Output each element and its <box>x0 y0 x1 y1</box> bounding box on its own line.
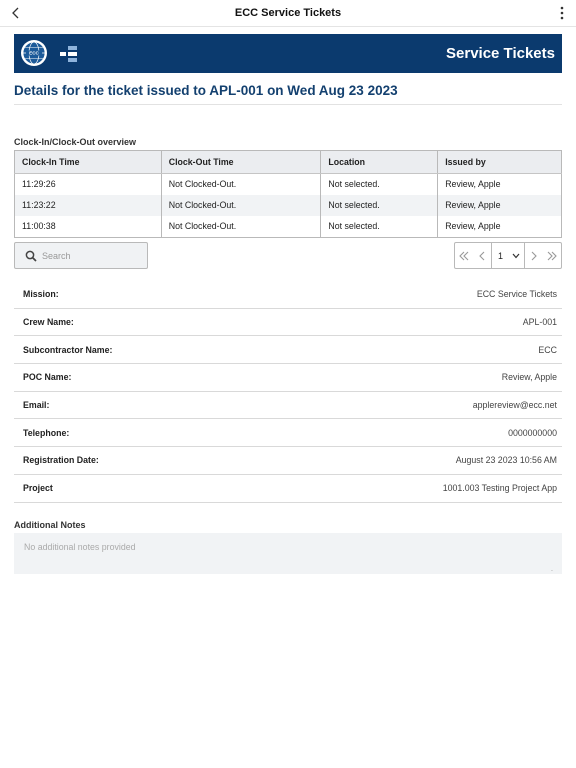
cell-clock-in: 11:00:38 <box>15 216 162 237</box>
first-page-button[interactable] <box>455 243 473 268</box>
cell-location: Not selected. <box>321 174 438 195</box>
pagination <box>454 242 562 269</box>
more-vertical-icon <box>560 6 564 20</box>
detail-value: August 23 2023 10:56 AM <box>455 455 557 466</box>
globe-logo-icon <box>20 39 48 67</box>
cell-location: Not selected. <box>321 216 438 237</box>
grid-layout-icon[interactable] <box>60 45 78 63</box>
cell-clock-out: Not Clocked-Out. <box>161 195 321 216</box>
last-page-button[interactable] <box>543 243 561 268</box>
chevrons-right-icon <box>546 251 558 261</box>
table-row[interactable] <box>15 174 562 195</box>
svg-text:ECC: ECC <box>29 50 39 56</box>
detail-label: Registration Date: <box>23 455 99 466</box>
detail-row-subcontractor <box>14 336 562 364</box>
chevron-left-icon <box>478 251 486 261</box>
banner-title: Service Tickets <box>446 45 555 62</box>
detail-value: Review, Apple <box>501 372 557 383</box>
cell-clock-out: Not Clocked-Out. <box>161 216 321 237</box>
resize-handle-icon[interactable]: . <box>551 566 553 573</box>
cell-issued-by: Review, Apple <box>445 179 501 190</box>
cell-clock-out: Not Clocked-Out. <box>161 174 321 195</box>
detail-label: Project <box>23 483 53 494</box>
cell-clock-in: 11:29:26 <box>15 174 162 195</box>
cell-clock-in: 11:23:22 <box>15 195 162 216</box>
clock-section-label: Clock-In/Clock-Out overview <box>14 137 137 147</box>
table-header-row <box>15 151 562 174</box>
next-page-button[interactable] <box>525 243 543 268</box>
detail-label: POC Name: <box>23 372 72 383</box>
detail-label: Telephone: <box>23 427 70 438</box>
chevron-down-icon <box>512 253 520 259</box>
detail-row-email <box>14 392 562 420</box>
more-menu-button[interactable] <box>556 4 568 22</box>
ticket-details-list <box>14 281 562 503</box>
column-header-clock-in[interactable]: Clock-In Time <box>15 151 162 174</box>
detail-value: ECC <box>538 344 557 355</box>
column-header-clock-out[interactable]: Clock-Out Time <box>161 151 321 174</box>
detail-value: 1001.003 Testing Project App <box>442 483 557 494</box>
current-page-value: 1 <box>498 250 504 261</box>
chevrons-left-icon <box>458 251 470 261</box>
header-banner <box>14 34 562 73</box>
detail-row-mission <box>14 281 562 309</box>
detail-label: Email: <box>23 400 50 411</box>
search-input[interactable] <box>42 246 142 265</box>
detail-label: Crew Name: <box>23 317 74 328</box>
notes-placeholder: No additional notes provided <box>24 542 136 552</box>
table-row[interactable] <box>15 195 562 216</box>
detail-value: ECC Service Tickets <box>476 289 557 300</box>
nav-title: ECC Service Tickets <box>234 7 342 19</box>
detail-value: APL-001 <box>522 317 557 328</box>
table-row[interactable] <box>15 216 562 237</box>
detail-row-project <box>14 475 562 503</box>
detail-value: applereview@ecc.net <box>472 400 557 411</box>
page-title: Details for the ticket issued to APL-001 on Wed Aug 23 2023 <box>14 83 562 105</box>
detail-row-poc-name <box>14 364 562 392</box>
column-header-issued-by[interactable]: Issued by <box>438 151 562 174</box>
search-box[interactable] <box>14 242 148 269</box>
page-select[interactable] <box>491 243 525 268</box>
detail-row-telephone <box>14 419 562 447</box>
chevron-right-icon <box>530 251 538 261</box>
detail-row-crew-name <box>14 309 562 337</box>
nav-bar <box>0 0 576 27</box>
notes-textarea[interactable] <box>14 533 562 574</box>
clock-table <box>14 150 562 238</box>
previous-page-button[interactable] <box>473 243 491 268</box>
detail-row-registration-date <box>14 447 562 475</box>
cell-issued-by: Review, Apple <box>445 221 501 232</box>
search-icon <box>25 250 37 262</box>
detail-label: Subcontractor Name: <box>23 344 113 355</box>
detail-label: Mission: <box>23 289 59 300</box>
column-header-location[interactable]: Location <box>321 151 438 174</box>
notes-section-label: Additional Notes <box>14 520 86 530</box>
cell-location: Not selected. <box>321 195 438 216</box>
cell-issued-by: Review, Apple <box>438 195 562 216</box>
detail-value: 0000000000 <box>508 427 557 438</box>
